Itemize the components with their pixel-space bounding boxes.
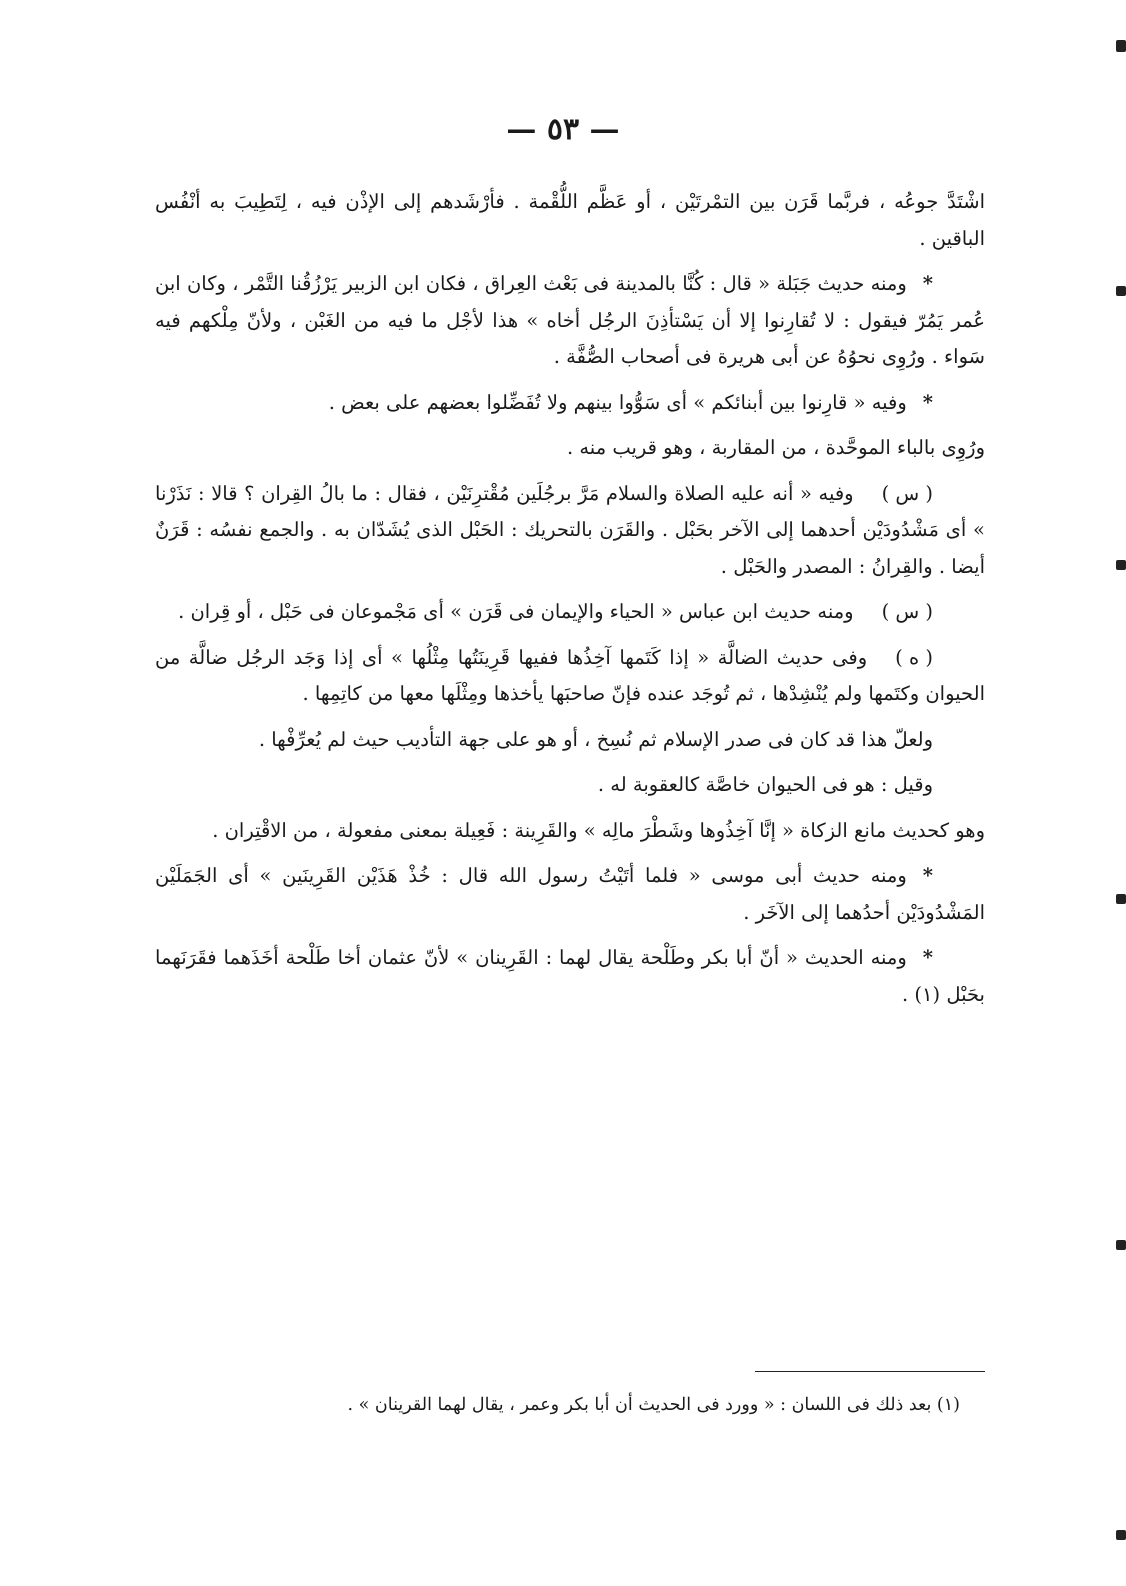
page-number: — ٥٣ —: [506, 112, 620, 147]
source-tag: ( س ): [881, 600, 933, 623]
paragraph-text: وفيه « قارِنوا بين أبنائكم » أى سَوُّوا بينهم ولا تُفَضِّلوا بعضهم على بعض .: [328, 390, 907, 414]
main-text: [155, 184, 985, 1022]
paragraph-text: ومنه حديث جَبَلة « قال : كُنَّا بالمدينة فى بَعْث العِراق ، فكان ابن الزبير يَرْزُقُنا التَّمْر ، وكان ابن عُمر يَمُرّ فيقول : لا تُقارِنوا إلا أن يَسْتأذِنَ الرجُل أخاه » هذا لأجْل ما فيه من الغَبْن ، ولأنّ مِلْكهم فيه سَواء . ورُوِى نحوُهُ عن أبى هريرة فى أصحاب الصُّفَّة .: [155, 272, 985, 368]
entry-marker: *: [922, 864, 933, 887]
scan-edge-mark: [1116, 40, 1126, 52]
footnote-separator: [755, 1371, 985, 1372]
paragraph-2: [155, 266, 985, 376]
paragraph-9: [155, 767, 985, 804]
paragraph-8: [155, 722, 985, 759]
paragraph-4: [155, 430, 985, 467]
entry-marker: *: [922, 272, 933, 295]
footnote: (١) بعد ذلك فى اللسان : « وورد فى الحديث أن أبا بكر وعمر ، يقال لهما القرينان » .: [347, 1395, 960, 1415]
paragraph-text: وفيه « أنه عليه الصلاة والسلام مَرَّ برجُلَين مُقْترِنَيْن ، فقال : ما بالُ القِران ؟ قالا : نَذَرْنا » أى مَشْدُودَيْن أحدهما إلى الآخر بحَبْل . والقَرَن بالتحريك : الحَبْل الذى يُشَدّان به . والجمع نفسُه : قَرَنٌ أيضا . والقِرانُ : المصدر والحَبْل .: [155, 481, 985, 578]
paragraph-1: [155, 184, 985, 257]
paragraph-text: وقيل : هو فى الحيوان خاصَّة كالعقوبة له .: [597, 773, 933, 796]
entry-marker: *: [922, 946, 933, 969]
paragraph-text: ومنه حديث ابن عباس « الحياء والإيمان فى قَرَن » أى مَجْموعان فى حَبْل ، أو قِران .: [178, 600, 854, 623]
source-tag: ( س ): [881, 481, 933, 505]
paragraph-text: ورُوِى بالباء الموحَّدة ، من المقاربة ، وهو قريب منه .: [566, 436, 985, 459]
scan-edge-mark: [1116, 894, 1126, 904]
scan-edge-mark: [1116, 1530, 1126, 1540]
paragraph-text: وفى حديث الضالَّة « إذا كَتَمها آخِذُها ففيها قَرِينَتُها مِثْلُها » أى إذا وَجَد الرجُل ضالَّة من الحيوان وكتَمها ولم يُنْشِدْها ، ثم تُوجَد عنده فإنّ صاحبَها يأخذها ومِثْلَها معها من كاتِمِها .: [155, 645, 985, 705]
entry-marker: *: [922, 390, 933, 414]
paragraph-5: [155, 476, 985, 586]
paragraph-text: ومنه الحديث « أنّ أبا بكر وطَلْحة يقال لهما : القَرِينان » لأنّ عثمان أخا طَلْحة أخَذَهما فقَرَنَهما بحَبْل (١) .: [155, 946, 985, 1006]
paragraph-text: ولعلّ هذا قد كان فى صدر الإسلام ثم نُسِخ ، أو هو على جهة التأديب حيث لم يُعرِّفْها .: [258, 727, 933, 751]
scan-edge-mark: [1116, 1240, 1126, 1250]
source-tag: ( ه ): [895, 645, 933, 669]
scan-edge-mark: [1116, 560, 1126, 570]
paragraph-6: [155, 594, 985, 631]
paragraph-3: [155, 385, 985, 422]
paragraph-text: وهو كحديث مانع الزكاة « إنَّا آخِذُوها وشَطْرَ مالِه » والقَرِينة : فَعِيلة بمعنى مفعولة ، من الاقْتِران .: [212, 818, 985, 842]
paragraph-10: [155, 813, 985, 850]
paragraph-7: [155, 640, 985, 713]
scan-edge-mark: [1116, 286, 1126, 296]
paragraph-12: [155, 940, 985, 1013]
paragraph-11: [155, 858, 985, 931]
paragraph-text: ومنه حديث أبى موسى « فلما أتَيْتُ رسول الله قال : خُذْ هَذَيْن القَرِينَين » أى الجَمَلَيْن المَشْدُودَيْن أحدُهما إلى الآخَر .: [155, 864, 985, 924]
paragraph-text: اشْتَدَّ جوعُه ، فربَّما قَرَن بين التمْرتَيْن ، أو عَظَّم اللُّقْمة . فأرْشَدهم إلى الإذْن فيه ، لِتَطِيبَ به أنْفُس الباقين .: [155, 190, 985, 250]
